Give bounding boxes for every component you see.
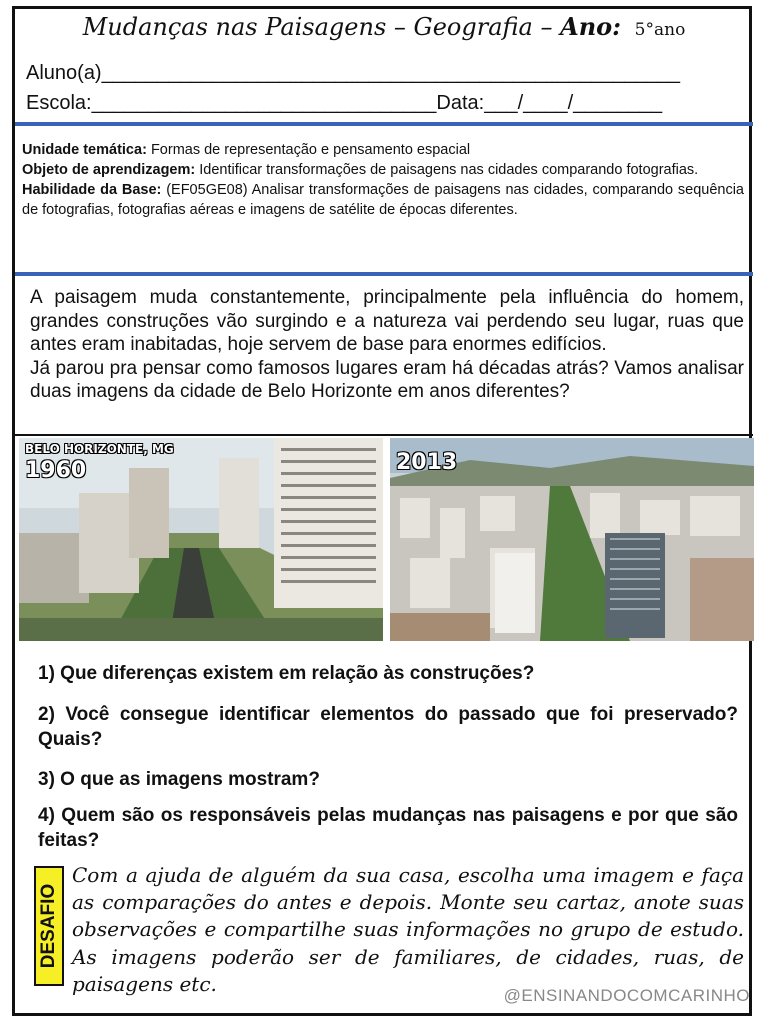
info-block (22, 140, 744, 220)
habilidade-base (22, 180, 744, 220)
desafio-label: DESAFIO (38, 883, 59, 969)
unidade-label: Unidade temática: (22, 142, 147, 158)
question-4: 4) Quem são os responsáveis pelas mudanças nas paisagens e por que são feitas? (38, 805, 738, 851)
divider-middle (15, 272, 753, 276)
question-2: 2) Você consegue identificar elementos do passado que foi preservado? Quais? (38, 704, 738, 750)
watermark: @ENSINANDOCOMCARINHO (503, 986, 750, 1005)
title-text: Mudanças nas Paisagens – Geografia – (82, 13, 553, 41)
photo-1960-caption: BELO HORIZONTE, MG (25, 442, 174, 456)
unidade-text: Formas de representação e pensamento espacial (150, 142, 471, 158)
question-1: 1) Que diferenças existem em relação às construções? (38, 663, 535, 684)
student-name-line: Aluno(a)____________________________________________________ (26, 62, 680, 84)
ano-label: Ano: (560, 12, 622, 41)
page-title (0, 12, 768, 41)
intro-text (30, 286, 744, 404)
photo-2013 (390, 438, 754, 641)
photo-1960 (19, 438, 383, 641)
unidade-tematica (22, 140, 744, 160)
habilidade-text: (EF05GE08) Analisar transformações de paisagens nas cidades, comparando sequência de fotografias, fotografias aéreas e imagens de satélite de épocas diferentes. (22, 182, 745, 218)
school-date-line: Escola:_______________________________Data:___/____/________ (26, 92, 663, 114)
divider-photos (15, 434, 753, 436)
desafio-badge (34, 866, 64, 986)
objeto-text: Identificar transformações de paisagens nas cidades comparando fotografias. (199, 162, 699, 178)
objeto-label: Objeto de aprendizagem: (22, 162, 196, 178)
photo-2013-year: 2013 (396, 450, 458, 475)
objeto-aprendizagem (22, 160, 744, 180)
intro-paragraph-2: Já parou pra pensar como famosos lugares eram há décadas atrás? Vamos analisar duas imagens da cidade de Belo Horizonte em anos diferentes? (30, 357, 744, 403)
challenge-text: Com a ajuda de alguém da sua casa, escolha uma imagem e faça as comparações do antes e depois. Monte seu cartaz, anote suas observações e compartilhe suas informações no grupo de estudo. As imagens poderão ser de familiares, de cidades, ruas, de paisagens etc. (72, 863, 744, 996)
divider-top (15, 122, 753, 126)
intro-paragraph-1: A paisagem muda constantemente, principalmente pela influência do homem, grandes construções vão surgindo e a natureza vai perdendo seu lugar, ruas que antes eram inabitadas, hoje servem de base para enormes edifícios. (30, 287, 744, 356)
question-3: 3) O que as imagens mostram? (38, 769, 320, 790)
photo-1960-year: 1960 (25, 458, 87, 483)
grade-text: 5°ano (634, 20, 686, 40)
habilidade-label: Habilidade da Base: (22, 182, 162, 198)
